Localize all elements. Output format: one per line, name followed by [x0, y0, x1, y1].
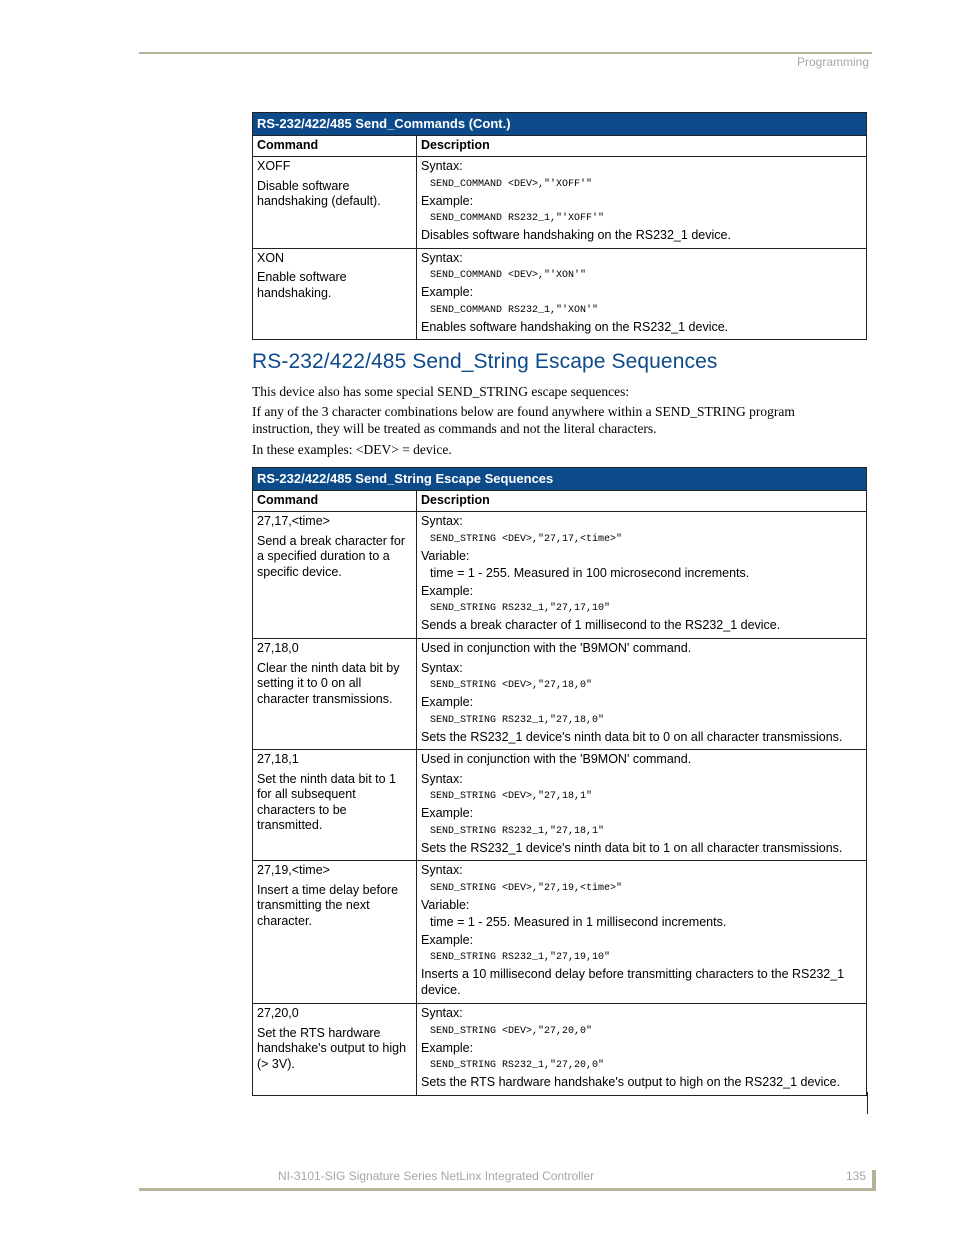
table-row [253, 639, 867, 750]
column-header-description: Description [417, 491, 867, 512]
command-name: 27,18,1 [257, 752, 299, 766]
variable-label: Variable: [421, 548, 470, 563]
example-label: Example: [421, 285, 474, 299]
command-summary: Clear the ninth data bit by setting it to 0 on all character transmissions. [257, 660, 400, 706]
body-paragraph: If any of the 3 character combinations below are found anywhere within a SEND_STRING program instruction, they will be treated as commands and not the literal characters. [252, 404, 795, 436]
syntax-label: Syntax: [421, 660, 463, 675]
command-summary: Set the RTS hardware handshake's output to high (> 3V). [257, 1025, 407, 1071]
note-text: Used in conjunction with the 'B9MON' command. [421, 641, 692, 655]
column-header-command: Command [253, 491, 417, 512]
table-continuation-line [867, 1092, 868, 1114]
syntax-label: Syntax: [421, 771, 463, 786]
variable-text: time = 1 - 255. Measured in 100 microsecond increments. [430, 566, 750, 580]
footer-title: NI-3101-SIG Signature Series NetLinx Integrated Controller [278, 1169, 595, 1183]
table-row [253, 750, 867, 861]
variable-text: time = 1 - 255. Measured in 1 millisecond increments. [430, 915, 727, 929]
result-text: Enables software handshaking on the RS232_1 device. [421, 319, 729, 334]
command-name: XOFF [257, 159, 291, 173]
table-row [253, 861, 867, 1004]
syntax-code: SEND_COMMAND <DEV>,"'XON'" [430, 270, 587, 281]
example-label: Example: [421, 193, 474, 208]
example-code: SEND_STRING RS232_1,"27,18,1" [430, 825, 605, 837]
table-title: RS-232/422/485 Send_Commands (Cont.) [253, 113, 867, 136]
command-summary: Disable software handshaking (default). [257, 178, 381, 208]
command-summary: Set the ninth data bit to 1 for all subsequent characters to be transmitted. [257, 771, 396, 832]
result-text: Sets the RS232_1 device's ninth data bit to 1 on all character transmissions. [421, 840, 843, 855]
note-text: Used in conjunction with the 'B9MON' command. [421, 752, 692, 766]
example-code: SEND_COMMAND RS232_1,"'XOFF'" [430, 213, 605, 224]
syntax-label: Syntax: [421, 1006, 463, 1020]
example-label: Example: [421, 695, 474, 709]
running-head: Programming [796, 55, 869, 69]
syntax-code: SEND_STRING <DEV>,"27,18,1" [430, 791, 593, 802]
send-commands-table [252, 112, 867, 340]
table-row [253, 248, 867, 340]
page-number: 135 [846, 1169, 867, 1183]
result-text: Sends a break character of 1 millisecond to the RS232_1 device. [421, 618, 781, 632]
syntax-label: Syntax: [421, 250, 463, 265]
command-summary: Enable software handshaking. [257, 270, 347, 300]
syntax-code: SEND_STRING <DEV>,"27,19,<time>" [430, 882, 623, 894]
table-row [253, 157, 867, 249]
table-row [253, 1004, 867, 1096]
example-code: SEND_STRING RS232_1,"27,19,10" [430, 952, 611, 963]
syntax-code: SEND_STRING <DEV>,"27,20,0" [430, 1025, 593, 1037]
example-note: In these examples: <DEV> = device. [252, 442, 452, 457]
command-summary: Insert a time delay before transmitting the next character. [257, 882, 399, 928]
syntax-code: SEND_STRING <DEV>,"27,17,<time>" [430, 533, 623, 545]
escape-sequences-table [252, 467, 867, 1096]
command-name: 27,20,0 [257, 1006, 299, 1020]
example-code: SEND_STRING RS232_1,"27,17,10" [430, 603, 611, 614]
syntax-label: Syntax: [421, 159, 463, 173]
command-name: 27,18,0 [257, 641, 299, 655]
section-title: RS-232/422/485 Send_String Escape Sequences [252, 350, 718, 373]
example-label: Example: [421, 583, 474, 598]
example-label: Example: [421, 1040, 474, 1055]
footer-tick [872, 1170, 876, 1190]
result-text: Disables software handshaking on the RS232_1 device. [421, 228, 731, 242]
table-title: RS-232/422/485 Send_String Escape Sequences [253, 468, 867, 491]
intro-paragraph: This device also has some special SEND_STRING escape sequences: [252, 384, 630, 399]
syntax-code: SEND_STRING <DEV>,"27,18,0" [430, 680, 593, 691]
syntax-label: Syntax: [421, 514, 463, 528]
column-header-command: Command [253, 136, 417, 157]
header-rule [139, 52, 872, 54]
command-name: 27,19,<time> [257, 863, 330, 877]
command-name: 27,17,<time> [257, 514, 330, 528]
table-row [253, 512, 867, 639]
example-code: SEND_STRING RS232_1,"27,18,0" [430, 714, 605, 726]
example-label: Example: [421, 806, 474, 820]
result-text: Sets the RS232_1 device's ninth data bit to 0 on all character transmissions. [421, 729, 843, 744]
command-name: XON [257, 250, 285, 265]
example-label: Example: [421, 932, 474, 947]
result-text: Inserts a 10 millisecond delay before transmitting characters to the RS232_1 device. [421, 967, 845, 997]
example-code: SEND_STRING RS232_1,"27,20,0" [430, 1060, 605, 1071]
syntax-code: SEND_COMMAND <DEV>,"'XOFF'" [430, 178, 593, 190]
result-text: Sets the RTS hardware handshake's output to high on the RS232_1 device. [421, 1075, 841, 1089]
command-summary: Send a break character for a specified duration to a specific device. [257, 533, 405, 579]
example-code: SEND_COMMAND RS232_1,"'XON'" [430, 304, 599, 316]
variable-label: Variable: [421, 897, 470, 912]
syntax-label: Syntax: [421, 863, 463, 877]
column-header-description: Description [417, 136, 867, 157]
footer-rule [139, 1188, 876, 1191]
